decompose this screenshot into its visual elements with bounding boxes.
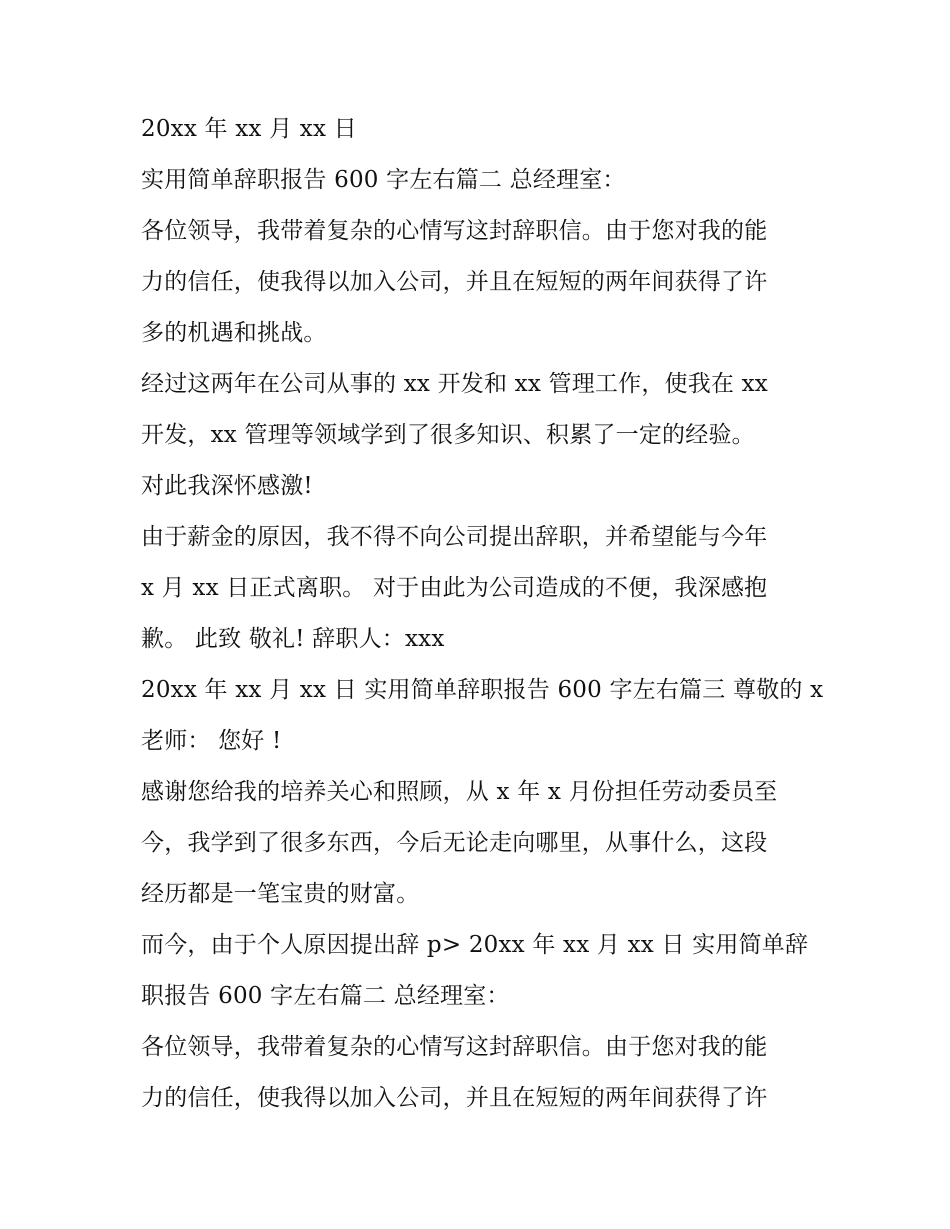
document-body: [141, 104, 824, 1124]
text-line: 职报告 600 字左右篇二 总经理室：: [141, 983, 510, 1009]
text-line: 感谢您给我的培养关心和照顾，从 x 年 x 月份担任劳动委员至: [141, 779, 778, 805]
text-line: x 月 xx 日正式离职。 对于由此为公司造成的不便，我深感抱: [141, 575, 768, 601]
text-line: 力的信任，使我得以加入公司，并且在短短的两年间获得了许: [141, 269, 768, 295]
text-line: 力的信任，使我得以加入公司，并且在短短的两年间获得了许: [141, 1085, 768, 1111]
text-line: 各位领导，我带着复杂的心情写这封辞职信。由于您对我的能: [141, 1034, 768, 1060]
text-line: 经历都是一笔宝贵的财富。: [141, 881, 420, 907]
text-line: 经过这两年在公司从事的 xx 开发和 xx 管理工作，使我在 xx: [141, 371, 768, 397]
text-line: 对此我深怀感激!: [141, 473, 313, 499]
text-line: 老师： 您好 !: [141, 728, 282, 754]
text-line: 今，我学到了很多东西，今后无论走向哪里，从事什么，这段: [141, 830, 768, 856]
text-line: 歉。 此致 敬礼! 辞职人：xxx: [141, 626, 445, 652]
text-line: 20xx 年 xx 月 xx 日 实用简单辞职报告 600 字左右篇三 尊敬的 x: [141, 677, 824, 703]
text-line: 20xx 年 xx 月 xx 日: [141, 116, 357, 142]
text-line: 实用简单辞职报告 600 字左右篇二 总经理室：: [141, 167, 626, 193]
text-line: 开发，xx 管理等领域学到了很多知识、积累了一定的经验。: [141, 422, 755, 448]
text-line: 而今，由于个人原因提出辞 p> 20xx 年 xx 月 xx 日 实用简单辞: [141, 932, 809, 958]
text-line: 各位领导，我带着复杂的心情写这封辞职信。由于您对我的能: [141, 218, 768, 244]
text-line: 由于薪金的原因，我不得不向公司提出辞职，并希望能与今年: [141, 524, 768, 550]
text-line: 多的机遇和挑战。: [141, 320, 327, 346]
